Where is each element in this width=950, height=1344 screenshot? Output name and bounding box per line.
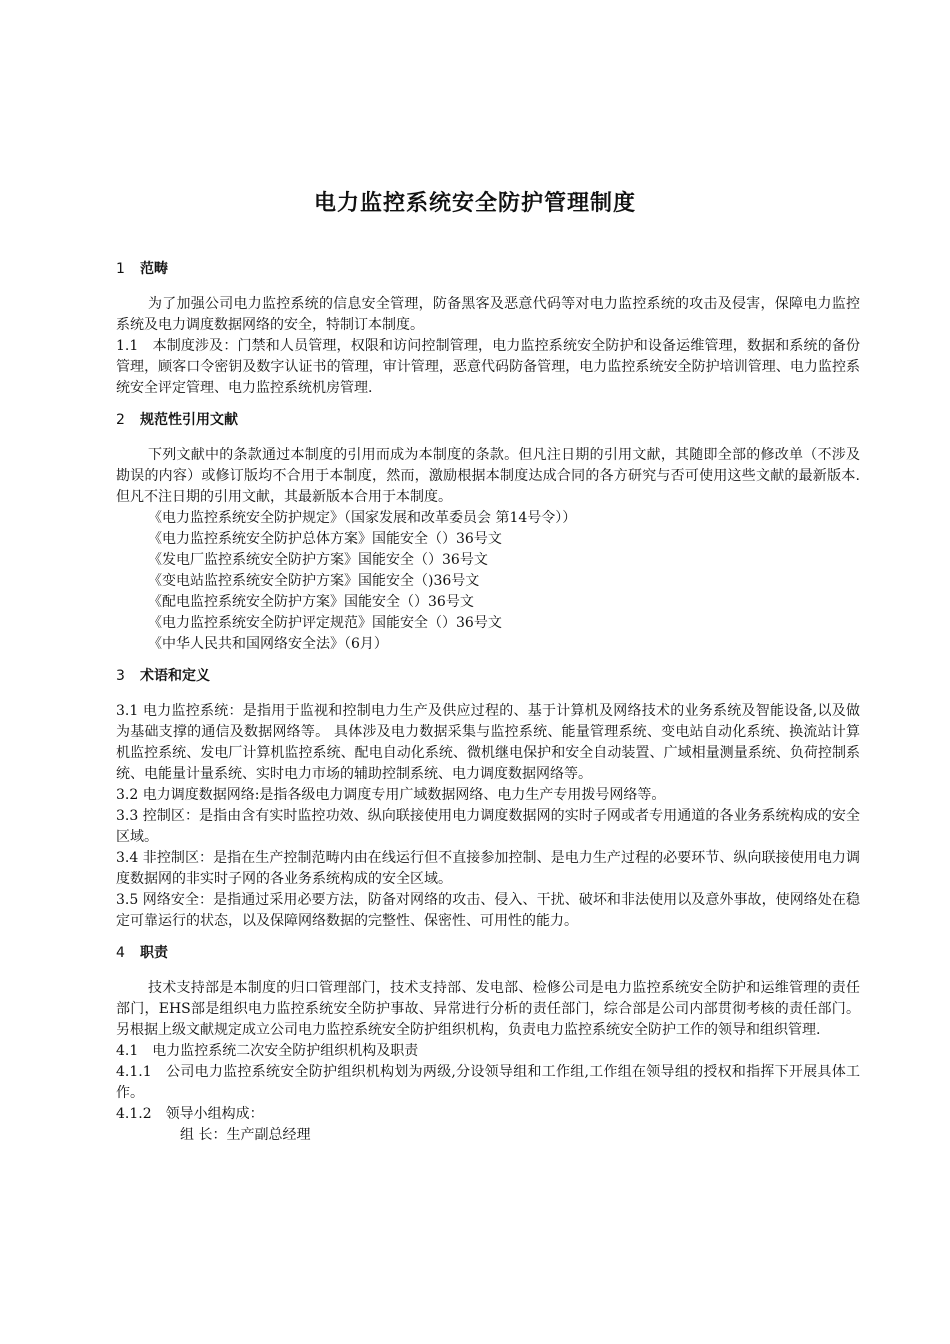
section-number: 3	[116, 668, 125, 684]
reference-item: 《电力监控系统安全防护规定》（国家发展和改革委员会 第14号令））	[148, 510, 577, 526]
section-2-intro: 下列文献中的条款通过本制度的引用而成为本制度的条款。但凡注日期的引用文献，其随即全部的修改单（不涉及勘误的内容）或修订版均不合用于本制度，然而，激励根据本制度达成合同的各方研究与否可使用这些文献的最新版本.但凡不注日期的引用文献，其最新版本合用于本制度。	[116, 447, 860, 505]
clause-4-1-2: 4.1.2 领导小组构成：	[116, 1106, 264, 1122]
section-number: 1	[116, 261, 125, 277]
document-body	[116, 258, 860, 1146]
reference-item: 《变电站监控系统安全防护方案》国能安全（)36号文	[148, 573, 480, 589]
reference-item: 《发电厂监控系统安全防护方案》国能安全（）36号文	[148, 552, 488, 568]
clause-1-1: 1.1 本制度涉及：门禁和人员管理，权限和访问控制管理，电力监控系统安全防护和设备运维管理，数据和系统的备份管理，顾客口令密钥及数字认证书的管理，审计管理，恶意代码防备管理，电力监控系统安全防护培训管理、电力监控系统安全评定管理、电力监控系统机房管理.	[116, 338, 860, 396]
leader-line: 组 长：生产副总经理	[180, 1127, 311, 1143]
section-4-heading	[116, 942, 860, 964]
definition-item: 3.4 非控制区：是指在生产控制范畴内由在线运行但不直接参加控制、是电力生产过程的必要环节、纵向联接使用电力调度数据网的非实时子网的各业务系统构成的安全区域。	[116, 850, 860, 887]
definition-item: 3.1 电力监控系统：是指用于监视和控制电力生产及供应过程的、基于计算机及网络技术的业务系统及智能设备,以及做为基础支撑的通信及数据网络等。 具体涉及电力数据采集与监控系统、能量管理系统、变电站自动化系统、换流站计算机监控系统、发电厂计算机监控系统、配电自动化系统、微机继电保护和安全自动装置、广域相量测量系统、负荷控制系统、电能量计量系统、实时电力市场的辅助控制系统、电力调度数据网络等。	[116, 703, 860, 782]
section-title: 术语和定义	[140, 668, 210, 684]
section-number: 4	[116, 945, 125, 961]
section-1-intro: 为了加强公司电力监控系统的信息安全管理，防备黑客及恶意代码等对电力监控系统的攻击及侵害，保障电力监控系统及电力调度数据网络的安全，特制订本制度。	[116, 296, 860, 333]
clause-4-1-1: 4.1.1 公司电力监控系统安全防护组织机构划为两级,分设领导组和工作组,工作组在领导组的授权和指挥下开展具体工作。	[116, 1064, 860, 1101]
document-title: 电力监控系统安全防护管理制度	[313, 191, 636, 216]
section-3-heading	[116, 665, 860, 687]
definition-item: 3.3 控制区：是指由含有实时监控功效、纵向联接使用电力调度数据网的实时子网或者专用通道的各业务系统构成的安全区域。	[116, 808, 860, 845]
reference-item: 《电力监控系统安全防护总体方案》国能安全（）36号文	[148, 531, 502, 547]
section-number: 2	[116, 412, 125, 428]
section-1-heading	[116, 258, 860, 280]
section-4-intro: 技术支持部是本制度的归口管理部门，技术支持部、发电部、检修公司是电力监控系统安全防护和运维管理的责任部门，EHS部是组织电力监控系统安全防护事故、异常进行分析的责任部门，综合部是公司内部贯彻考核的责任部门。另根据上级文献规定成立公司电力监控系统安全防护组织机构，负责电力监控系统安全防护工作的领导和组织管理.	[116, 980, 860, 1038]
section-title: 范畴	[140, 261, 168, 277]
reference-item: 《中华人民共和国网络安全法》（6月）	[148, 636, 388, 652]
reference-item: 《配电监控系统安全防护方案》国能安全（）36号文	[148, 594, 474, 610]
clause-4-1: 4.1 电力监控系统二次安全防护组织机构及职责	[116, 1043, 419, 1059]
section-title: 规范性引用文献	[140, 412, 238, 428]
section-title: 职责	[140, 945, 168, 961]
definition-item: 3.2 电力调度数据网络:是指各级电力调度专用广域数据网络、电力生产专用拨号网络等。	[116, 787, 666, 803]
definition-item: 3.5 网络安全：是指通过采用必要方法，防备对网络的攻击、侵入、干扰、破坏和非法使用以及意外事故，使网络处在稳定可靠运行的状态，以及保障网络数据的完整性、保密性、可用性的能力。	[116, 892, 860, 929]
section-2-heading	[116, 409, 860, 431]
reference-item: 《电力监控系统安全防护评定规范》国能安全（）36号文	[148, 615, 502, 631]
